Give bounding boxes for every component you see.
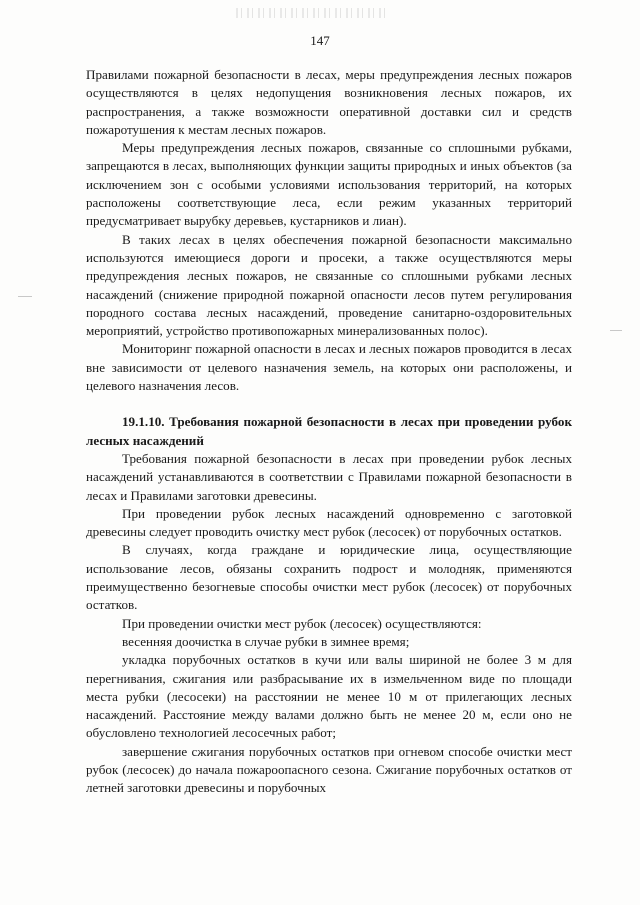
paragraph: Меры предупреждения лесных пожаров, связанные со сплошными рубками, запрещаются в лесах, выполняющих функции защиты природных и иных объектов (за исключением зон с особыми условиями использования территорий, на которых расположены соответствующие леса, если режим указанных территорий предусматривает вырубку деревьев, кустарников и лиан). <box>86 140 572 229</box>
section-heading: 19.1.10. Требования пожарной безопасности в лесах при проведении рубок лесных насаждений <box>86 414 572 448</box>
document-body <box>86 66 572 798</box>
list-item: укладка порубочных остатков в кучи или валы шириной не более 3 м для перегнивания, сжигания или разбрасывание их в измельченном виде по площади места рубки (лесосеки) на расстоянии не менее 10 м от прилегающих лесных насаждений. Расстояние между валами должно быть не менее 20 м, если оно не обусловлено технологией лесосечных работ; <box>86 652 572 741</box>
paragraph: Правилами пожарной безопасности в лесах, меры предупреждения лесных пожаров осуществляются в целях недопущения возникновения лесных пожаров, их распространения, а также возможности оперативной доставки сил и средств пожаротушения к местам лесных пожаров. <box>86 67 572 137</box>
margin-mark <box>610 330 622 331</box>
paragraph: В таких лесах в целях обеспечения пожарной безопасности максимально используются имеющиеся дороги и просеки, а также осуществляются меры предупреждения лесных пожаров, не связанные со сплошными рубками лесных насаждений (снижение природной пожарной опасности лесов путем регулирования породного состава лесных насаждений, проведение санитарно-оздоровительных мероприятий, устройство противопожарных минерализованных полос). <box>86 231 572 339</box>
scan-artifact <box>236 8 386 18</box>
list-item: весенняя доочистка в случае рубки в зимнее время; <box>122 633 410 649</box>
paragraph: При проведении рубок лесных насаждений одновременно с заготовкой древесины следует проводить очистку мест рубок (лесосек) от порубочных остатков. <box>86 505 572 540</box>
paragraph: Требования пожарной безопасности в лесах при проведении рубок лесных насаждений устанавливаются в соответствии с Правилами пожарной безопасности в лесах и Правилами заготовки древесины. <box>86 450 572 503</box>
page-number: 147 <box>310 33 330 48</box>
paragraph: В случаях, когда граждане и юридические лица, осуществляющие использование лесов, обязаны сохранить подрост и молодняк, применяются преимущественно безогневые способы очистки мест рубок (лесосек) от порубочных остатков. <box>86 542 572 613</box>
paragraph: При проведении очистки мест рубок (лесосек) осуществляются: <box>122 615 482 631</box>
list-item: завершение сжигания порубочных остатков при огневом способе очистки мест рубок (лесосек) до начала пожароопасного сезона. Сжигание порубочных остатков от летней заготовки древесины и порубочных <box>86 743 572 796</box>
margin-mark <box>18 296 32 297</box>
paragraph: Мониторинг пожарной опасности в лесах и лесных пожаров проводится в лесах вне зависимости от целевого назначения земель, на которых они расположены, и целевого назначения лесов. <box>86 341 572 394</box>
